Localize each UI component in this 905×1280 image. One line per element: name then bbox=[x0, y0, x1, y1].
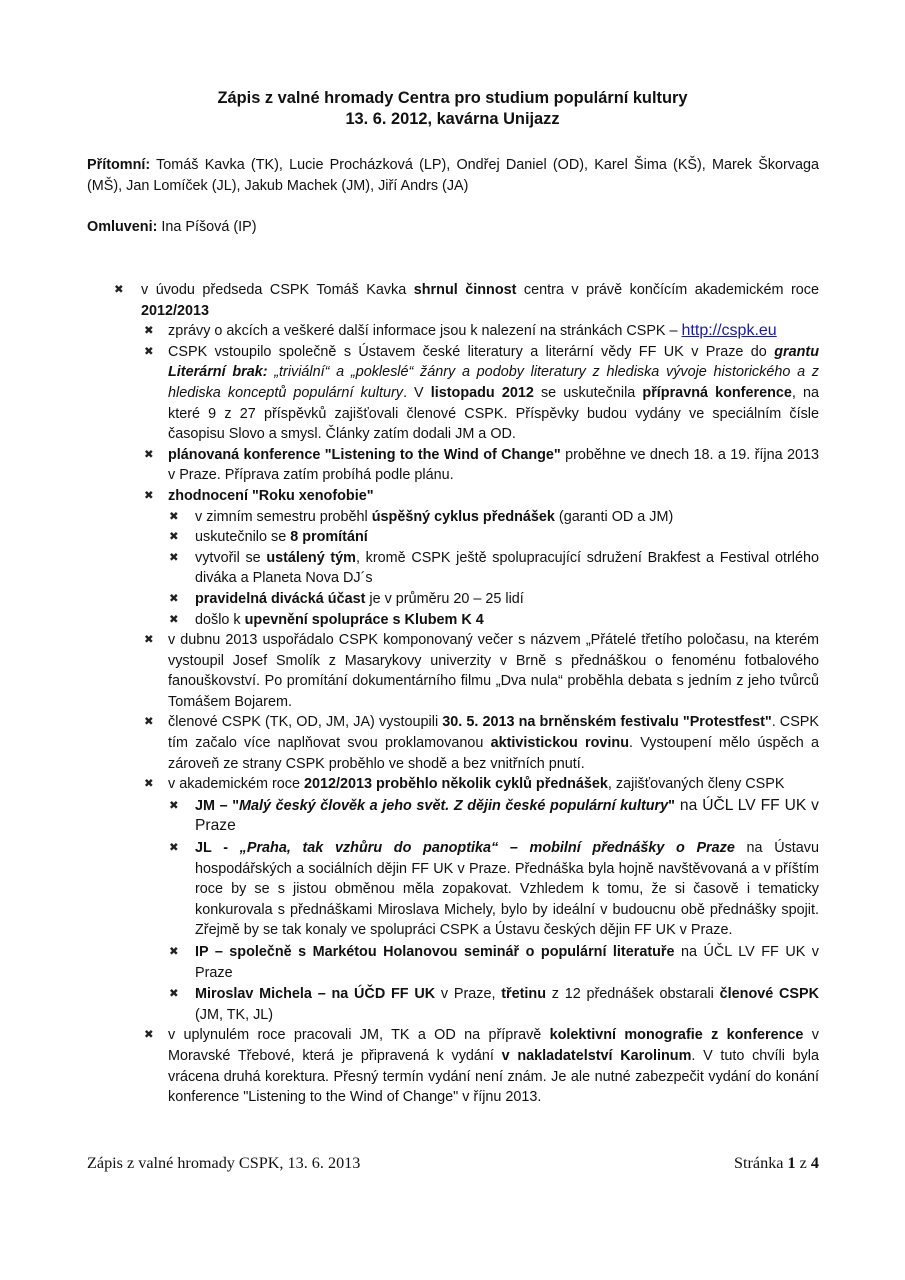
text-run: (JM, TK, JL) bbox=[195, 1006, 274, 1023]
text-run: v úvodu předseda CSPK Tomáš Kavka bbox=[141, 282, 414, 298]
list-item bbox=[169, 507, 819, 528]
document-title bbox=[86, 88, 819, 130]
list-item bbox=[169, 527, 819, 548]
text-run-bold: zhodnocení "Roku xenofobie" bbox=[168, 487, 374, 504]
text-run: . Vystoupení mělo úspěch a zároveň ze strany CSPK proběhlo ve shodě a bez vnitřních pnutí. bbox=[168, 735, 819, 772]
bullet-cross-icon: ✖ bbox=[169, 946, 179, 958]
text-run-bold-italic: Malý český člověk a jeho svět. Z dějin české populární kultury bbox=[239, 797, 669, 814]
text-run-bold: IP – společně s Markétou Holanovou seminář o populární literatuře bbox=[195, 944, 675, 960]
text-run: . V tuto chvíli byla vrácena druhá korektura. Přesný termín vydání není znám. Je ale nutné zabezpečit vydání do konání konference "Listening to the Wind of Change" v říjnu 2013. bbox=[168, 1047, 819, 1106]
bullet-cross-icon: ✖ bbox=[169, 613, 179, 626]
excused-label: Omluveni: bbox=[87, 219, 158, 235]
text-run: (garanti OD a JM) bbox=[554, 508, 674, 525]
text-run-bold: Miroslav Michela – na ÚČD FF UK bbox=[195, 986, 436, 1003]
text-run: se uskutečnila bbox=[533, 384, 643, 401]
text-run: , kromě CSPK ještě spolupracující sdružení Brakfest a Festival otrlého diváka a Planeta Nova DJ´s bbox=[195, 549, 819, 587]
text-run-bold: JL - bbox=[195, 840, 240, 857]
list-item bbox=[169, 838, 819, 941]
text-run: na Ústavu hospodářských a sociálních dějin FF UK v Praze. Přednáška byla hojně navštěvovaná a v příštím roce by se s jistou obměnou měla zopakovat. Vzhledem k tomu, že si časově i tematicky konkurovala s přednáškami Miroslava Michely, bylo by ideální v budoucnu obě přednášky spojit. Zřejmě by se tak konaly ve spolupráci CSPK a Ústavu českých dějin FF UK v Praze. bbox=[195, 840, 819, 939]
text-run: na ÚČL LV FF UK v Praze bbox=[195, 796, 819, 835]
list-item bbox=[144, 630, 819, 712]
list-item bbox=[144, 445, 819, 486]
bullet-cross-icon: ✖ bbox=[144, 634, 154, 647]
list-item bbox=[169, 548, 819, 589]
text-run-bold: ustálený tým bbox=[266, 549, 356, 566]
footer-title: Zápis z valné hromady CSPK, 13. 6. 2013 bbox=[87, 1154, 361, 1172]
text-run-bold: aktivistickou rovinu bbox=[490, 735, 629, 752]
text-run: vytvořil se bbox=[195, 549, 267, 566]
list-item bbox=[169, 796, 819, 837]
text-run-bold: kolektivní monografie z konference bbox=[549, 1027, 804, 1044]
text-run: . CSPK tím začalo více naplňovat svou proklamovanou bbox=[168, 714, 819, 752]
text-run: členové CSPK (TK, OD, JM, JA) vystoupili bbox=[168, 714, 443, 731]
text-run-bold: 30. 5. 2013 na brněnském festivalu "Protestfest" bbox=[442, 714, 772, 731]
list-item bbox=[114, 280, 819, 321]
text-run: v dubnu 2013 uspořádalo CSPK komponovaný večer s názvem „Přátelé třetího poločasu, na kterém vystoupil Josef Smolík z Masarykovy univerzity v Brně s přednáškou o fenoménu fotbalového fanouškovství. Po promítání dokumentárního filmu „Dva nula“ proběhla debata s jedním z jeho tvůrců Tomášem Bojarem. bbox=[168, 632, 819, 710]
excused-text: Ina Píšová (IP) bbox=[161, 219, 257, 235]
list-item bbox=[169, 589, 819, 610]
text-run-bold: 2012/2013 proběhlo několik cyklů přednášek bbox=[303, 776, 608, 793]
list-item bbox=[169, 984, 819, 1025]
bullet-cross-icon: ✖ bbox=[144, 716, 154, 729]
text-run-bold: přípravná konference bbox=[642, 384, 792, 401]
text-run: z 12 přednášek obstarali bbox=[546, 986, 720, 1003]
bullet-cross-icon: ✖ bbox=[169, 531, 179, 544]
text-run-bold: " bbox=[668, 797, 675, 814]
text-run: v Praze, bbox=[435, 986, 502, 1003]
bullet-cross-icon: ✖ bbox=[169, 842, 179, 855]
text-run: proběhne ve dnech 18. a 19. října 2013 v Praze. Příprava zatím probíhá podle plánu. bbox=[168, 446, 819, 484]
page-current: 1 bbox=[787, 1154, 796, 1172]
text-run-bold: shrnul činnost bbox=[413, 282, 517, 298]
page-word: Stránka bbox=[734, 1154, 784, 1172]
list-item bbox=[144, 342, 820, 445]
bullet-cross-icon: ✖ bbox=[114, 284, 124, 296]
text-run-bold: členové CSPK bbox=[719, 986, 819, 1003]
attendees-label: Přítomní: bbox=[87, 157, 151, 173]
text-run: uskutečnilo se bbox=[195, 529, 291, 546]
text-run: centra v právě končícím akademickém roce bbox=[516, 282, 819, 298]
bullet-cross-icon: ✖ bbox=[144, 325, 154, 338]
text-run: v akademickém roce bbox=[168, 776, 304, 793]
text-run-bold: plánovaná konference "Listening to the Wind of Change" bbox=[168, 446, 561, 463]
text-run: zprávy o akcích a veškeré další informace jsou k nalezení na stránkách CSPK – bbox=[168, 323, 682, 340]
excused-paragraph bbox=[87, 217, 819, 238]
attendees-text: Tomáš Kavka (TK), Lucie Procházková (LP), Ondřej Daniel (OD), Karel Šima (KŠ), Marek Škorvaga (MŠ), Jan Lomíček (JL), Jakub Machek (JM), Jiří Andrs (JA) bbox=[87, 157, 819, 194]
bullet-cross-icon: ✖ bbox=[169, 551, 179, 564]
list-item bbox=[144, 774, 819, 795]
bullet-cross-icon: ✖ bbox=[144, 345, 154, 358]
text-run-bold: JM – " bbox=[195, 797, 240, 814]
bullet-cross-icon: ✖ bbox=[144, 778, 154, 791]
list-item bbox=[144, 486, 819, 507]
text-run: CSPK vstoupilo společně s Ústavem české literatury a literární vědy FF UK v Praze do bbox=[168, 343, 775, 360]
list-item bbox=[144, 321, 819, 342]
cspk-website-link[interactable]: http://cspk.eu bbox=[681, 322, 777, 340]
page-total: 4 bbox=[810, 1154, 819, 1172]
bullet-cross-icon: ✖ bbox=[169, 799, 179, 812]
text-run-bold: upevnění spolupráce s Klubem K 4 bbox=[244, 611, 484, 628]
text-run: , na které 9 z 27 příspěvků zajišťovali členové CSPK. Příspěvky budou vydány ve speciálním čísle časopisu Slovo a smysl. Články zatím dodali JM a OD. bbox=[168, 384, 820, 443]
bullet-cross-icon: ✖ bbox=[169, 988, 179, 1001]
text-run-italic: „triviální“ a „pokleslé“ žánry a podoby literatury z hlediska vývoje historického a z hlediska konceptů populární kultury bbox=[168, 364, 820, 401]
list-item bbox=[169, 610, 819, 631]
list-item bbox=[144, 1025, 819, 1107]
text-run-bold: v nakladatelství Karolinum bbox=[501, 1047, 692, 1064]
minutes-list bbox=[0, 280, 905, 1108]
text-run-bold: úspěšný cyklus přednášek bbox=[371, 508, 555, 525]
title-line-2: 13. 6. 2012, kavárna Unijazz bbox=[345, 110, 560, 128]
bullet-cross-icon: ✖ bbox=[169, 592, 179, 605]
text-run-bold-italic: grantu Literární brak: bbox=[168, 343, 819, 381]
list-item bbox=[169, 942, 819, 983]
text-run-bold: pravidelná divácká účast bbox=[195, 590, 366, 607]
title-line-1: Zápis z valné hromady Centra pro studium populární kultury bbox=[217, 89, 688, 107]
bullet-cross-icon: ✖ bbox=[144, 489, 154, 502]
text-run: , zajišťovaných členy CSPK bbox=[607, 776, 785, 793]
footer-page-number bbox=[734, 1154, 819, 1173]
bullet-cross-icon: ✖ bbox=[144, 1029, 154, 1042]
text-run: v zimním semestru proběhl bbox=[195, 508, 372, 525]
text-run-bold: 2012/2013 bbox=[141, 302, 210, 319]
text-run-bold: listopadu 2012 bbox=[430, 384, 534, 401]
attendees-paragraph bbox=[87, 155, 819, 196]
text-run: v uplynulém roce pracovali JM, TK a OD na přípravě bbox=[168, 1027, 550, 1044]
text-run: je v průměru 20 – 25 lidí bbox=[365, 590, 524, 607]
text-run: na ÚČL LV FF UK v Praze bbox=[195, 944, 819, 981]
text-run-bold: 8 promítání bbox=[290, 529, 368, 546]
list-item bbox=[144, 712, 819, 774]
page-of: z bbox=[799, 1154, 807, 1172]
text-run-bold-italic: „Praha, tak vzhůru do panoptika“ – mobilní přednášky o Praze bbox=[239, 840, 735, 857]
text-run: . V bbox=[402, 384, 431, 401]
text-run: v Moravské Třebové, která je připravená k vydání bbox=[168, 1027, 819, 1064]
bullet-cross-icon: ✖ bbox=[144, 448, 154, 461]
text-run: došlo k bbox=[195, 611, 245, 628]
text-run-bold: třetinu bbox=[501, 986, 546, 1003]
bullet-cross-icon: ✖ bbox=[169, 510, 179, 523]
